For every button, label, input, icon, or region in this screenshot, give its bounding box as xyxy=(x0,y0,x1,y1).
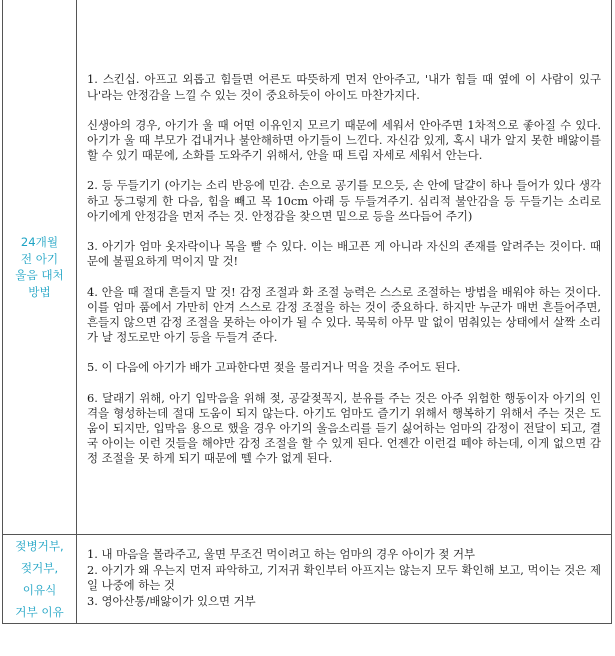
paragraph: 5. 이 다음에 아기가 배가 고파한다면 젖을 물리거나 먹을 것을 주어도 된다. xyxy=(87,360,461,375)
row-content xyxy=(77,535,612,624)
table-row xyxy=(3,535,612,624)
care-guide-table xyxy=(2,0,612,624)
paragraph: 1. 내 마음을 몰라주고, 울면 무조건 먹이려고 하는 엄마의 경우 아이가 젖 거부 xyxy=(87,546,476,561)
row-label-line: 방법 xyxy=(28,284,51,299)
row-label xyxy=(3,535,77,624)
row-label-line: 이유식 xyxy=(22,583,57,597)
row-label-line: 24개월 xyxy=(20,235,59,249)
table-row xyxy=(3,0,612,535)
row-label-line: 젖거부, xyxy=(20,561,59,575)
paragraph: 신생아의 경우, 아기가 울 때 어떤 이유인지 모르기 때문에 세워서 안아주면 1차적으로 좋아질 수 있다. 아기가 울 때 부모가 겁내거나 불안해하면 아기들이 느낀다. 자신감 있게, 혹시 내가 알지 못한 배앓이를 할 수 있기 때문에, 소화를 도와주기 위해서, 안을 때 트림 자세로 세워서 안는다. xyxy=(87,117,601,163)
row-content xyxy=(77,0,612,535)
paragraph: 4. 안을 때 절대 흔들지 말 것! 감정 조절과 화 조절 능력은 스스로 조절하는 방법을 배워야 하는 것이다. 이를 엄마 품에서 가만히 안겨 스스로 감정 조절을 하는 것이 중요하다. 하지만 누군가 매번 흔들어주면, 흔들지 않으면 감정 조절을 못하는 아이가 될 수 있다. 묵묵히 아무 말 없이 멈춰있는 상태에서 살짝 소리가 날 정도로만 아기 등을 두들겨 준다. xyxy=(87,284,601,345)
paragraph: 3. 아기가 엄마 옷자락이나 목을 빨 수 있다. 이는 배고픈 게 아니라 자신의 존재를 알려주는 것이다. 때문에 불필요하게 먹이지 말 것! xyxy=(87,239,601,269)
paragraph: 3. 영아산통/배앓이가 있으면 거부 xyxy=(87,594,256,609)
row-label-line: 울음 대처 xyxy=(15,268,64,282)
row-label-line: 거부 이유 xyxy=(15,605,64,619)
row-label-line: 전 아기 xyxy=(20,251,59,266)
paragraph: 1. 스킨십. 아프고 외롭고 힘들면 어른도 따뜻하게 먼저 안아주고, '내가 힘들 때 옆에 이 사람이 있구나'라는 안정감을 느낄 수 있는 것이 중요하듯이 아이도 마찬가지다. xyxy=(87,72,601,102)
paragraph: 2. 아기가 왜 우는지 먼저 파악하고, 기저귀 확인부터 아프지는 않는지 모두 확인해 보고, 먹이는 것은 제일 나중에 하는 것 xyxy=(87,562,601,592)
paragraph: 2. 등 두들기기 (아기는 소리 반응에 민감. 손으로 공기를 모으듯, 손 안에 달걀이 하나 들어가 있다 생각하고 둥그렇게 한 다음, 힘을 빼고 목 10cm 아래 등 두들겨주기. 심리적 불안감을 등 두들기는 소리로 아기에게 안정감을 먼저 주는 것. 안정감을 찾으면 밑으로 등을 쓰다듬어 주기) xyxy=(87,178,601,223)
row-label-line: 젖병거부, xyxy=(15,539,64,553)
paragraph: 6. 달래기 위해, 아기 입막음을 위해 젖, 공갈젖꼭지, 분유를 주는 것은 아주 위험한 행동이자 아기의 인격을 형성하는데 절대 도움이 되지 않는다. 아기도 엄마도 즐기기 위해서 행복하기 위해서 주는 것은 도움이 되지만, 입막음 용으로 했을 경우 아기의 울음소리를 듣기 싫어하는 엄마의 감정이 전달이 되고, 결국 아이는 이런 것들을 해야만 감정 조절을 할 수 있게 된다. 언젠간 이런걸 떼야 하는데, 이게 없으면 감정 조절을 못 하게 되기 때문에 뗄 수가 없게 된다. xyxy=(87,390,601,466)
row-label xyxy=(3,0,77,535)
